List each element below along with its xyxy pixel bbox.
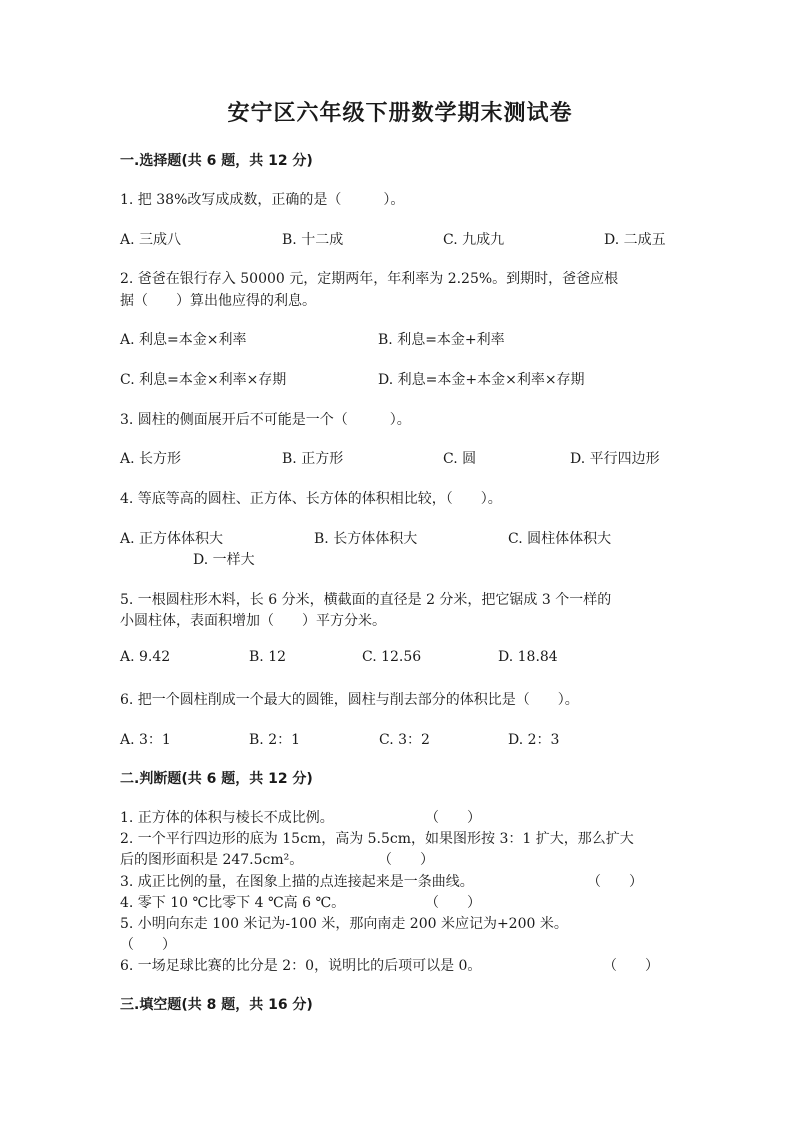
- question-stem: 6. 把一个圆柱削成一个最大的圆锥，圆柱与削去部分的体积比是（ ）。: [120, 692, 579, 708]
- option-c: C. 3：2: [379, 732, 430, 748]
- judge-item: 5. 小明向东走 100 米记为-100 米，那向南走 200 米应记为+200 米。: [120, 916, 568, 932]
- question-stem: 4. 等底等高的圆柱、正方体、长方体的体积相比较，（ ）。: [120, 491, 502, 507]
- section-heading-fill: 三.填空题(共 8 题，共 16 分): [120, 997, 313, 1013]
- judge-item: 3. 成正比例的量，在图象上描的点连接起来是一条曲线。: [120, 874, 474, 890]
- judge-item-continued: 后的图形面积是 247.5cm²。: [120, 852, 304, 868]
- option-d: D. 二成五: [604, 232, 666, 248]
- option-d: D. 利息=本金+本金×利率×存期: [378, 372, 585, 388]
- option-b: B. 利息=本金+利率: [378, 332, 505, 348]
- judge-item: 4. 零下 10 ℃比零下 4 ℃高 6 ℃。: [120, 895, 346, 911]
- answer-blank: （ ）: [120, 937, 176, 953]
- answer-blank: （ ）: [587, 874, 643, 890]
- option-a: A. 三成八: [120, 232, 182, 248]
- option-d: D. 一样大: [193, 552, 255, 568]
- judge-item: 6. 一场足球比赛的比分是 2：0，说明比的后项可以是 0。: [120, 958, 482, 974]
- option-b: B. 12: [249, 649, 287, 665]
- option-a: A. 正方体体积大: [120, 531, 224, 547]
- option-a: A. 长方形: [120, 451, 182, 467]
- question-stem: 2. 爸爸在银行存入 50000 元，定期两年，年利率为 2.25%。到期时，爸爸应根: [120, 271, 619, 287]
- option-b: B. 长方体体积大: [314, 531, 418, 547]
- judge-item: 1. 正方体的体积与棱长不成比例。: [120, 810, 334, 826]
- option-b: B. 十二成: [282, 232, 344, 248]
- question-stem-continued: 据（ ）算出他应得的利息。: [120, 293, 316, 309]
- page-title: 安宁区六年级下册数学期末测试卷: [227, 100, 573, 126]
- question-stem-continued: 小圆柱体，表面积增加（ ）平方分米。: [120, 613, 386, 629]
- section-heading-choice: 一.选择题(共 6 题，共 12 分): [120, 153, 313, 169]
- option-a: A. 3：1: [120, 732, 171, 748]
- question-stem: 3. 圆柱的侧面展开后不可能是一个（ ）。: [120, 412, 411, 428]
- option-d: D. 2：3: [508, 732, 560, 748]
- question-stem: 1. 把 38%改写成成数，正确的是（ ）。: [120, 192, 405, 208]
- option-c: C. 利息=本金×利率×存期: [120, 372, 287, 388]
- answer-blank: （ ）: [425, 895, 481, 911]
- option-b: B. 正方形: [282, 451, 344, 467]
- option-c: C. 圆柱体体积大: [508, 531, 612, 547]
- option-a: A. 利息=本金×利率: [120, 332, 247, 348]
- section-heading-judge: 二.判断题(共 6 题，共 12 分): [120, 771, 313, 787]
- question-stem: 5. 一根圆柱形木料，长 6 分米，横截面的直径是 2 分米，把它锯成 3 个一样的: [120, 592, 612, 608]
- answer-blank: （ ）: [378, 852, 434, 868]
- option-c: C. 12.56: [362, 649, 422, 665]
- option-d: D. 平行四边形: [570, 451, 660, 467]
- option-c: C. 圆: [443, 451, 477, 467]
- option-b: B. 2：1: [249, 732, 301, 748]
- option-d: D. 18.84: [498, 649, 558, 665]
- answer-blank: （ ）: [425, 810, 481, 826]
- option-c: C. 九成九: [443, 232, 505, 248]
- option-a: A. 9.42: [120, 649, 171, 665]
- judge-item: 2. 一个平行四边形的底为 15cm，高为 5.5cm，如果图形按 3：1 扩大，那么扩大: [120, 831, 634, 847]
- answer-blank: （ ）: [603, 958, 659, 974]
